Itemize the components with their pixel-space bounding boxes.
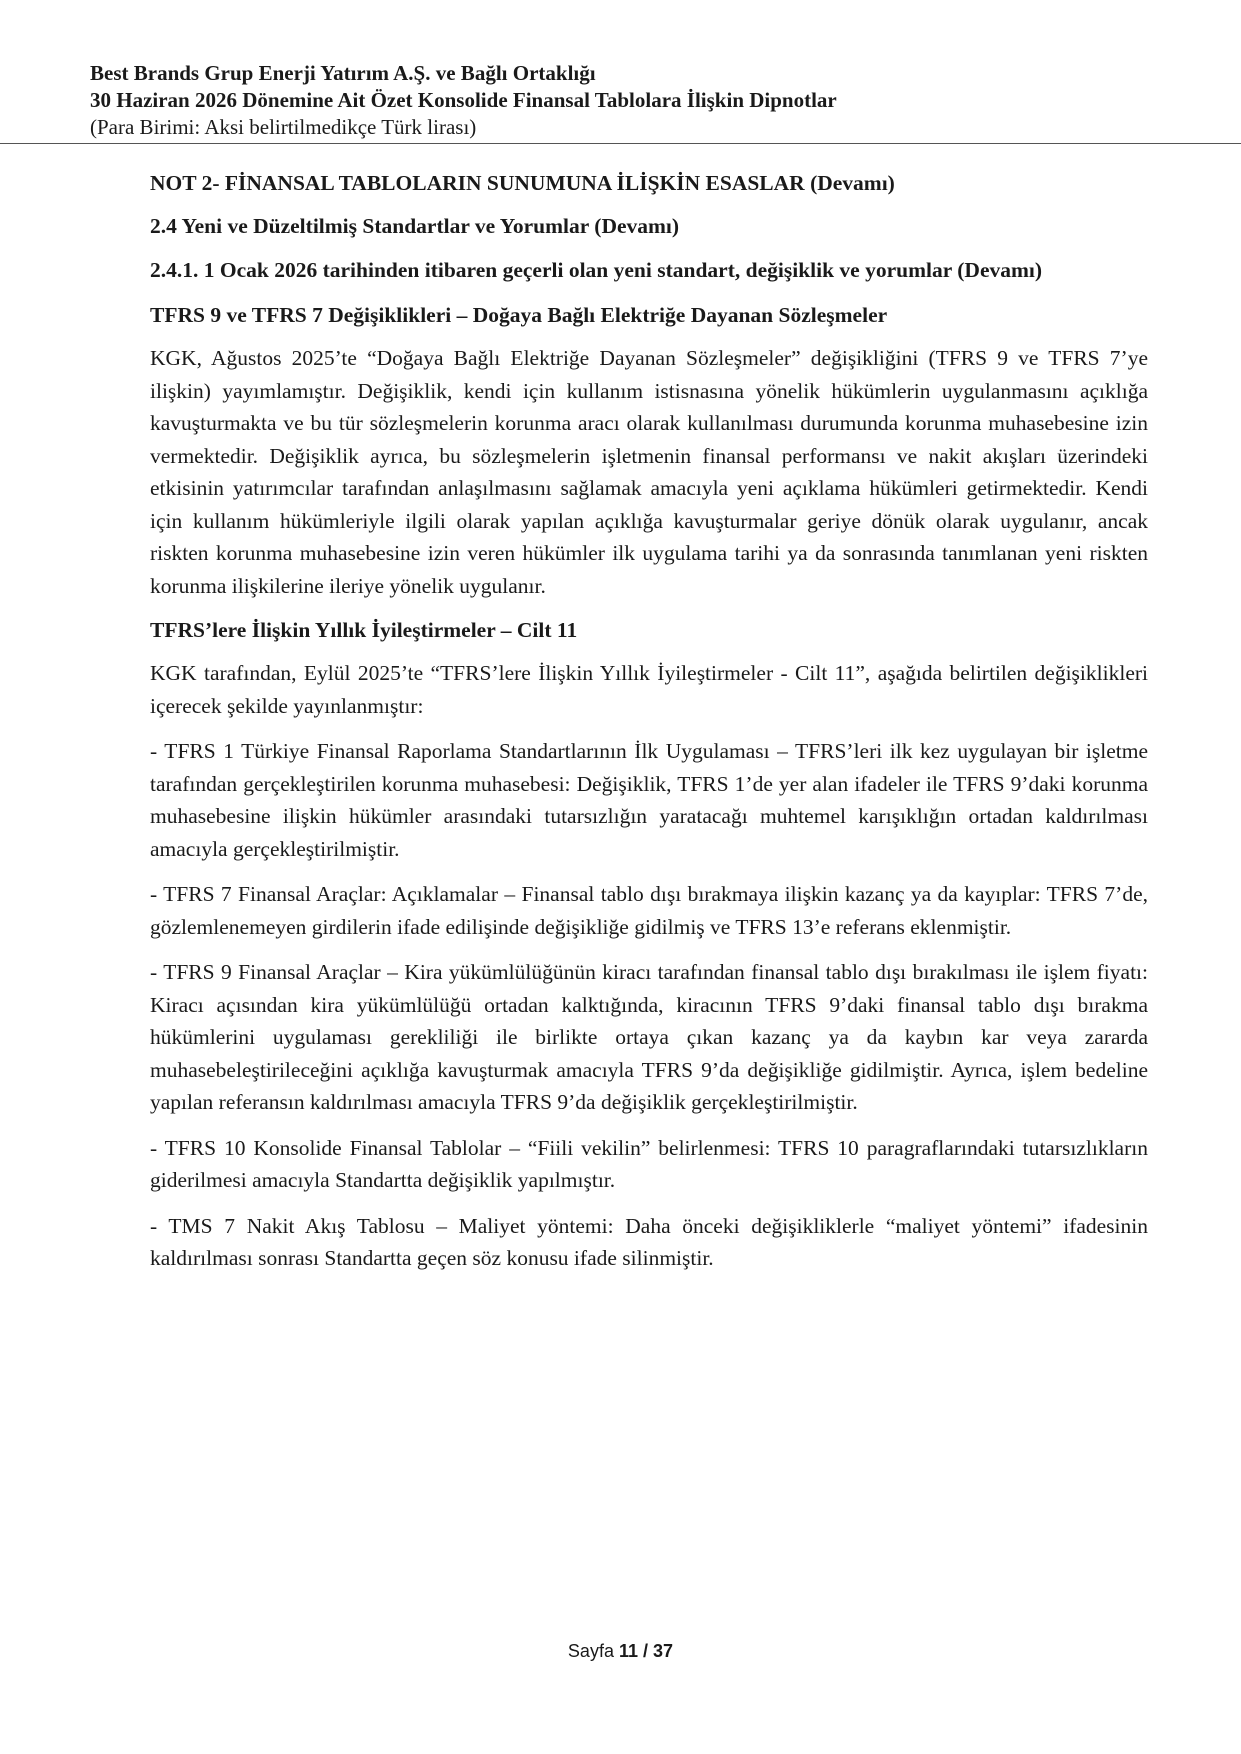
page-number: 11 bbox=[618, 1641, 638, 1661]
list-item-tfrs1: - TFRS 1 Türkiye Finansal Raporlama Standartlarının İlk Uygulaması – TFRS’leri ilk kez uygulayan bir işletme tarafından gerçekleştirilen korunma muhasebesi: Değişiklik, TFRS 1’de yer alan ifadeler ile TFRS 9’daki korunma muhasebesine ilişkin hükümler arasındaki tutarsızlığın yaratacağı muhtemel karışıklığın ortadan kaldırılması amacıyla gerçekleştirilmiştir. bbox=[150, 739, 1148, 861]
page-body bbox=[150, 168, 1148, 1288]
note-title: NOT 2- FİNANSAL TABLOLARIN SUNUMUNA İLİŞKİN ESASLAR (Devamı) bbox=[150, 171, 895, 195]
list-item-tfrs7: - TFRS 7 Finansal Araçlar: Açıklamalar – Finansal tablo dışı bırakmaya ilişkin kazanç ya da kayıplar: TFRS 7’de, gözlemlenemeyen girdilerin ifade edilişinde değişikliğe gidilmiş ve TFRS 13’e referans eklenmiştir. bbox=[150, 882, 1148, 939]
subsection-title: 2.4.1. 1 Ocak 2026 tarihinden itibaren geçerli olan yeni standart, değişiklik ve yorumlar (Devamı) bbox=[150, 258, 1043, 282]
topic-heading-annual-improvements: TFRS’lere İlişkin Yıllık İyileştirmeler – Cilt 11 bbox=[150, 618, 578, 642]
currency-note: (Para Birimi: Aksi belirtilmedikçe Türk lirası) bbox=[90, 115, 477, 139]
report-period-title: 30 Haziran 2026 Dönemine Ait Özet Konsolide Finansal Tablolara İlişkin Dipnotlar bbox=[90, 88, 837, 112]
topic-intro-annual-improvements: KGK tarafından, Eylül 2025’te “TFRS’lere İlişkin Yıllık İyileştirmeler - Cilt 11”, aşağıda belirtilen değişiklikleri içerecek şekilde yayınlanmıştır: bbox=[150, 661, 1148, 718]
page-separator: / bbox=[643, 1641, 649, 1661]
topic-heading-tfrs9-tfrs7: TFRS 9 ve TFRS 7 Değişiklikleri – Doğaya Bağlı Elektriğe Dayanan Sözleşmeler bbox=[150, 303, 888, 327]
page-footer bbox=[0, 1641, 1241, 1662]
section-title: 2.4 Yeni ve Düzeltilmiş Standartlar ve Yorumlar (Devamı) bbox=[150, 214, 680, 238]
list-item-tfrs9: - TFRS 9 Finansal Araçlar – Kira yükümlülüğünün kiracı tarafından finansal tablo dışı bırakılması ile işlem fiyatı: Kiracı açısından kira yükümlülüğü ortadan kalktığında, kiracının TFRS 9’daki finansal tablo dışı bırakma hükümlerini uygulaması gerekliliği ile birlikte ortaya çıkan kazanç ya da kaybın kar veya zararda muhasebeleştirileceğini açıklığa kavuşturmak amacıyla TFRS 9’da değişikliğe gidilmiştir. Ayrıca, işlem bedeline yapılan referansın kaldırılması amacıyla TFRS 9’da değişiklik gerçekleştirilmiştir. bbox=[150, 960, 1148, 1114]
header-divider bbox=[0, 143, 1241, 144]
topic-paragraph-tfrs9-tfrs7: KGK, Ağustos 2025’te “Doğaya Bağlı Elektriğe Dayanan Sözleşmeler” değişikliğini (TFRS 9 ve TFRS 7’ye ilişkin) yayımlamıştır. Değişiklik, kendi için kullanım istisnasına yönelik hükümlerin uygulanmasını açıklığa kavuşturmakta ve bu tür sözleşmelerin korunma aracı olarak kullanılması durumunda korunma muhasebesine izin vermektedir. Değişiklik ayrıca, bu sözleşmelerin işletmenin finansal performansı ve nakit akışları üzerindeki etkisinin yatırımcılar tarafından anlaşılmasını sağlamak amacıyla yeni açıklama hükümleri getirmektedir. Kendi için kullanım hükümleriyle ilgili olarak yapılan açıklığa kavuşturmalar geriye dönük olarak uygulanır, ancak riskten korunma muhasebesine izin veren hükümler ilk uygulama tarihi ya da sonrasında tanımlanan yeni riskten korunma ilişkilerine ileriye yönelik uygulanır. bbox=[150, 346, 1148, 598]
page-header bbox=[90, 60, 1170, 141]
page-label: Sayfa bbox=[567, 1641, 614, 1661]
page-total: 37 bbox=[653, 1641, 674, 1661]
company-name: Best Brands Grup Enerji Yatırım A.Ş. ve Bağlı Ortaklığı bbox=[90, 61, 596, 85]
list-item-tms7: - TMS 7 Nakit Akış Tablosu – Maliyet yöntemi: Daha önceki değişikliklerle “maliyet yöntemi” ifadesinin kaldırılması sonrası Standartta geçen söz konusu ifade silinmiştir. bbox=[150, 1213, 1148, 1270]
list-item-tfrs10: - TFRS 10 Konsolide Finansal Tablolar – “Fiili vekilin” belirlenmesi: TFRS 10 paragraflarındaki tutarsızlıkların giderilmesi amacıyla Standartta değişiklik yapılmıştır. bbox=[150, 1135, 1148, 1192]
